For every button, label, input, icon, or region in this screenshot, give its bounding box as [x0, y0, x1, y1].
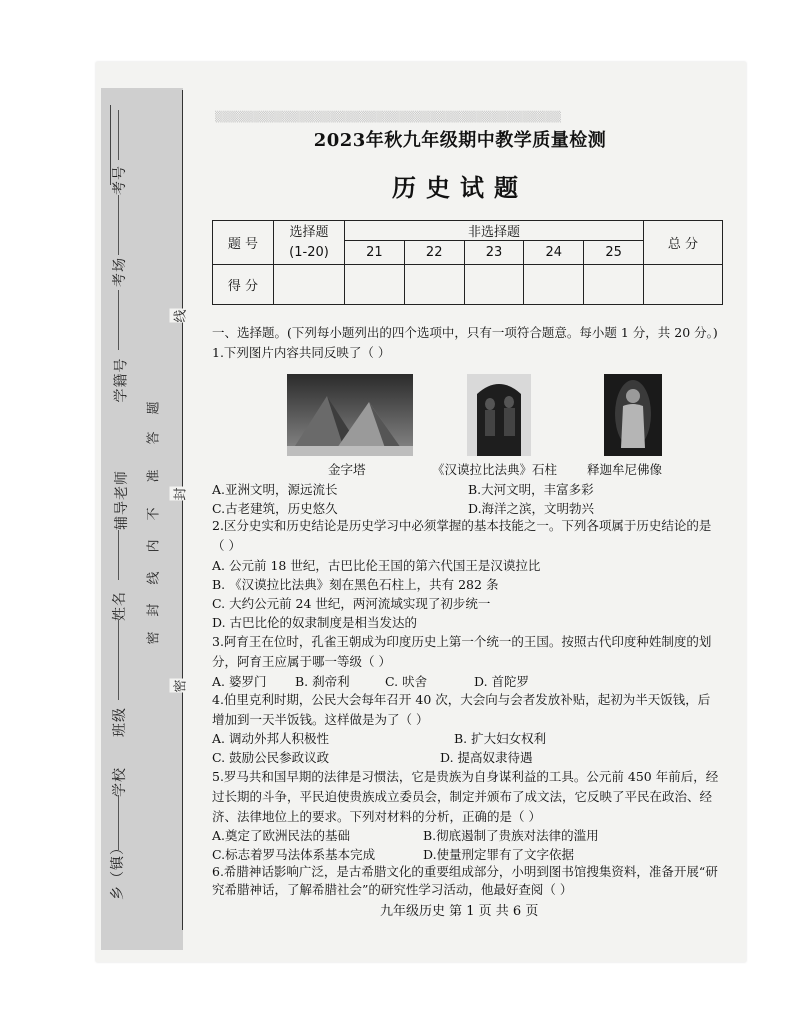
- bleed-through-texture: ▒▒▒▒▒▒▒▒▒▒▒▒▒▒▒▒▒▒▒▒▒▒▒▒▒▒▒▒▒▒▒▒▒▒▒▒▒▒▒▒▒▒▒▒▒: [215, 112, 562, 123]
- subject-title: 历史试题: [392, 173, 528, 202]
- page-footer: 九年级历史 第 1 页 共 6 页: [380, 904, 539, 919]
- q3-stem: 3.阿育王在位时，孔雀王朝成为印度历史上第一个统一的王国。按照古代印度种姓制度的划: [212, 634, 712, 649]
- score-cell[interactable]: [584, 265, 644, 305]
- score-cell[interactable]: [644, 265, 723, 305]
- section-heading: 一、选择题。(下列每小题列出的四个选项中，只有一项符合题意。每小题 1 分，共 20 分。): [212, 325, 718, 340]
- q5-option-b[interactable]: B.彻底遏制了贵族对法律的滥用: [423, 828, 599, 843]
- total-header: 总 分: [644, 221, 723, 265]
- choice-range: (1-20): [274, 241, 345, 265]
- field-school: 学校: [112, 767, 128, 797]
- q3-option-c[interactable]: C. 吠舍: [385, 674, 428, 689]
- buddha-statue-image: [604, 374, 662, 456]
- q6-stem-continued: 究希腊神话，了解希腊社会”的研究性学习活动，他最好查阅（ ）: [212, 882, 573, 897]
- question-number-cell: 24: [524, 241, 584, 265]
- q6-stem: 6.希腊神话影响广泛，是古希腊文化的重要组成部分，小明到图书馆搜集资料，准备开展“研: [212, 864, 718, 879]
- field-student-id: 学籍号: [113, 357, 130, 403]
- q2-stem: 2.区分史实和历史结论是历史学习中必须掌握的基本技能之一。下列各项属于历史结论的是: [212, 518, 712, 533]
- seal-word: 准: [146, 468, 162, 483]
- q1-option-b[interactable]: B.大河文明，丰富多彩: [468, 482, 594, 497]
- field-underline: [118, 195, 119, 255]
- seal-word: 不: [146, 506, 162, 521]
- row-label-score: 得 分: [213, 265, 274, 305]
- seal-word: 线: [146, 570, 162, 585]
- score-cell[interactable]: [404, 265, 464, 305]
- field-class: 班级: [112, 707, 128, 737]
- edge-mark-secret: 密: [170, 678, 189, 692]
- field-underline: [118, 530, 119, 580]
- field-exam-room: 考场: [112, 257, 128, 287]
- q2-option-b[interactable]: B. 《汉谟拉比法典》刻在黑色石柱上，共有 282 条: [212, 577, 499, 592]
- q4-option-d[interactable]: D. 提高奴隶待遇: [440, 750, 533, 765]
- edge-mark-seal: 封: [170, 486, 189, 500]
- score-cell[interactable]: [524, 265, 584, 305]
- q4-option-b[interactable]: B. 扩大妇女权利: [454, 731, 547, 746]
- q2-option-c[interactable]: C. 大约公元前 24 世纪，两河流域实现了初步统一: [212, 596, 491, 611]
- seal-word: 密: [146, 630, 162, 645]
- q1-option-c[interactable]: C.古老建筑，历史悠久: [212, 501, 338, 516]
- row-label-question-number: 题 号: [213, 221, 274, 265]
- seal-line: [182, 90, 183, 930]
- q3-stem-continued: 分，阿育王应属于哪一等级（ ）: [212, 654, 391, 669]
- edge-mark-line: 线: [170, 308, 189, 322]
- field-underline: [118, 795, 119, 850]
- score-cell[interactable]: [464, 265, 524, 305]
- q1-stem: 1.下列图片内容共同反映了（ ）: [212, 345, 391, 360]
- q5-stem-continued: 济、法律地位上的要求。下列对材料的分析，正确的是（ ）: [212, 809, 541, 824]
- score-cell[interactable]: [274, 265, 345, 305]
- score-cell[interactable]: [345, 265, 405, 305]
- q1-option-a[interactable]: A.亚洲文明，源远流长: [212, 482, 338, 497]
- q2-option-d[interactable]: D. 古巴比伦的奴隶制度是相当发达的: [212, 615, 418, 630]
- exam-title: 2023年秋九年级期中教学质量检测: [313, 130, 607, 151]
- question-number-cell: 21: [345, 241, 405, 265]
- caption-buddha-statue: 释迦牟尼佛像: [587, 462, 663, 477]
- hammurabi-stele-image: [467, 374, 531, 456]
- q5-option-c[interactable]: C.标志着罗马法体系基本完成: [212, 847, 376, 862]
- q3-option-d[interactable]: D. 首陀罗: [474, 674, 530, 689]
- field-exam-number: 考号: [112, 165, 128, 195]
- q2-stem-continued: （ ）: [212, 538, 241, 553]
- q5-stem: 5.罗马共和国早期的法律是习惯法，它是贵族为自身谋利益的工具。公元前 450 年前后，经: [212, 769, 719, 784]
- seal-word: 题: [146, 400, 162, 415]
- choice-header: 选择题: [274, 221, 345, 241]
- q4-option-a[interactable]: A. 调动外邦人积极性: [212, 731, 329, 746]
- caption-pyramids: 金字塔: [328, 462, 366, 477]
- q3-option-b[interactable]: B. 刹帝利: [295, 674, 350, 689]
- seal-word: 答: [146, 430, 162, 445]
- seal-word: 封: [146, 602, 162, 617]
- question-number-cell: 22: [404, 241, 464, 265]
- pyramids-image: [287, 374, 413, 456]
- q1-option-d[interactable]: D.海洋之滨，文明勃兴: [468, 501, 595, 516]
- q4-option-c[interactable]: C. 鼓励公民参政议政: [212, 750, 330, 765]
- field-underline: [118, 290, 119, 350]
- field-name: 姓名: [112, 591, 128, 621]
- q4-stem-continued: 增加到一天半饭钱。这样做是为了（ ）: [212, 712, 429, 727]
- question-number-cell: 23: [464, 241, 524, 265]
- caption-hammurabi-stele: 《汉谟拉比法典》石柱: [432, 462, 558, 477]
- field-underline: [118, 620, 119, 700]
- q4-stem: 4.伯里克利时期，公民大会每年召开 40 次，大会向与会者发放补贴，起初为半天饭钱，后: [212, 692, 711, 707]
- q2-option-a[interactable]: A. 公元前 18 世纪，古巴比伦王国的第六代国王是汉谟拉比: [212, 558, 541, 573]
- q3-option-a[interactable]: A. 婆罗门: [212, 674, 267, 689]
- q5-option-a[interactable]: A.奠定了欧洲民法的基础: [212, 828, 351, 843]
- field-township: 乡（镇）: [110, 840, 126, 900]
- seal-word: 内: [146, 538, 162, 553]
- field-underline: [118, 110, 119, 160]
- question-number-cell: 25: [584, 241, 644, 265]
- q5-stem-continued: 过长期的斗争，平民迫使贵族成立委员会，制定并颁布了成文法，它反映了平民在政治、经: [212, 789, 713, 804]
- field-tutor: 辅导老师: [114, 470, 130, 530]
- nonchoice-header: 非选择题: [345, 221, 644, 241]
- score-table: [212, 220, 723, 305]
- q5-option-d[interactable]: D.使量刑定罪有了文字依据: [423, 847, 575, 862]
